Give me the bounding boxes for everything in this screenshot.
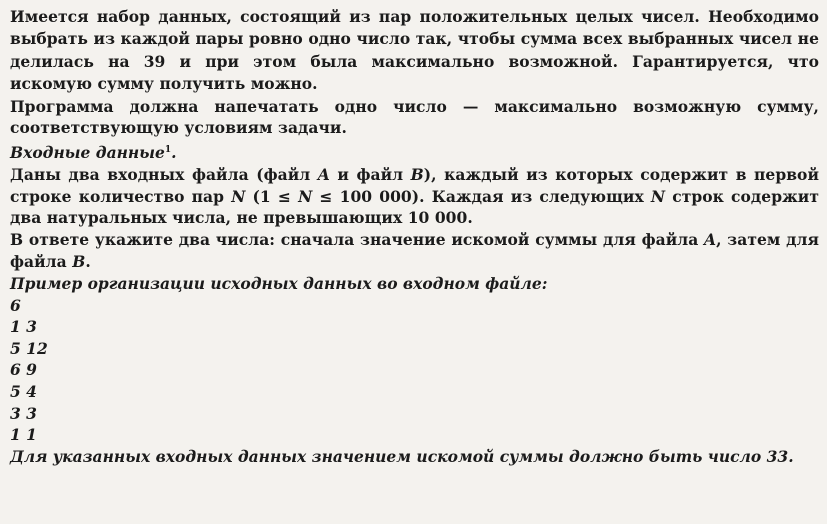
input-heading: [10, 139, 819, 164]
answer-part-2: , затем для файла: [10, 230, 819, 271]
example-line: 5 4: [10, 381, 37, 401]
input-desc-part-6: строк содержит два натуральных числа, не превышающих 10 000.: [10, 186, 819, 228]
answer-instruction: [10, 229, 819, 272]
answer-part-1: В ответе укажите два числа: сначала значение искомой суммы для файла: [10, 230, 705, 250]
input-desc-part-4: (1 ≤: [245, 186, 299, 206]
input-heading-text: Входные данные: [10, 143, 165, 163]
file-b-label: B: [410, 165, 424, 185]
answer-file-b: B: [72, 251, 86, 271]
var-n-2: N: [298, 186, 313, 206]
file-a-label: A: [317, 165, 330, 185]
answer-file-a: A: [704, 230, 717, 250]
input-desc-part-3: ), каждый из которых содержит в первой строке количество пар: [10, 165, 819, 206]
footnote-mark: 1: [164, 145, 172, 156]
task-paragraph-2: Программа должна напечатать одно число — максимально возможную сумму, соответствующую условиям задачи.: [10, 96, 819, 138]
example-line: 3 3: [10, 403, 37, 423]
input-desc-part-2: и файл: [329, 165, 411, 185]
answer-part-3: .: [85, 251, 91, 271]
example-line: 1 1: [10, 425, 37, 445]
example-line: 6 9: [10, 360, 37, 380]
example-line: 5 12: [10, 338, 48, 358]
input-desc-part-1: Даны два входных файла (файл: [10, 165, 318, 185]
var-n-1: N: [231, 186, 246, 206]
input-desc-part-5: ≤ 100 000). Каждая из следующих: [312, 186, 651, 206]
var-n-3: N: [650, 186, 666, 206]
example-line: 1 3: [10, 317, 37, 337]
example-line: 6: [10, 295, 21, 315]
example-title: Пример организации исходных данных во входном файле:: [10, 273, 548, 293]
example-conclusion: Для указанных входных данных значением искомой суммы должно быть число 33.: [10, 446, 794, 466]
input-description: [10, 164, 819, 229]
task-paragraph-1: Имеется набор данных, состоящий из пар положительных целых чисел. Необходимо выбрать из каждой пары ровно одно число так, чтобы сумма всех выбранных чисел не делилась на 39 и при этом была максимально возможной. Гарантируется, что искомую сумму получить можно.: [10, 7, 819, 94]
example-input-lines: [10, 295, 819, 446]
input-heading-tail: .: [171, 143, 177, 163]
